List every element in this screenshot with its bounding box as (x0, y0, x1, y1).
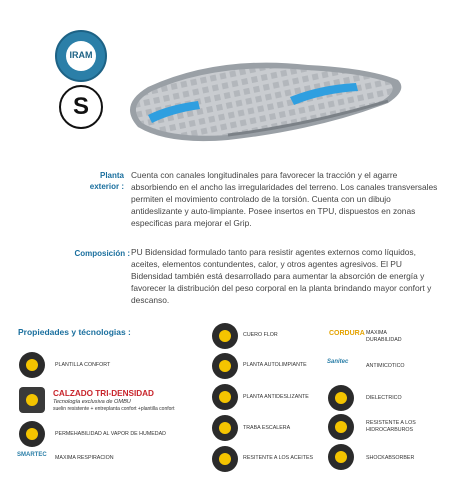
hydrocarbon-icon (328, 414, 354, 440)
shock-icon (328, 444, 354, 470)
features-title: Propiedades y técnologias : (18, 327, 131, 337)
feature-text: PLANTA ANTIDESLIZANTE (243, 394, 309, 400)
self-clean-icon (212, 353, 238, 379)
feature-text: PLANTA AUTOLIMPIANTE (243, 362, 307, 368)
calzado-sub2: suelin resistente + entreplanta confort +plantilla confort (53, 406, 175, 412)
sanitec-icon: Sanitec (327, 359, 349, 365)
feature-text: ANTIMICOTICO (366, 363, 405, 369)
feature-text: PERMEHABILIDAD AL VAPOR DE HUMEDAD (55, 431, 166, 437)
composicion-label: Composición : (74, 249, 130, 258)
feature-text: DIELECTRICO (366, 395, 402, 401)
dielectric-icon (328, 385, 354, 411)
calzado-title: CALZADO TRI-DENSIDAD (53, 389, 154, 398)
insole-icon (19, 352, 45, 378)
composicion-text: PU Bidensidad formulado tanto para resistir agentes externos como líquidos, aceites, elementos contundentes, calor, y otros agentes agresivos. El PU Bidensidad también está desarrollado para aumentar la absorción de energía y favorecer la distribución del peso corporal en la planta brindando mayor confort y descanso. (131, 247, 432, 305)
feature-text: PLANTILLA CONFORT (55, 362, 111, 368)
calzado-sub1: Tecnología exclusiva de OMBU (53, 399, 131, 405)
ladder-icon (212, 415, 238, 441)
feature-text: CUERO FLOR (243, 332, 278, 338)
planta-text: Cuenta con canales longitudinales para favorecer la tracción y el agarre absorbiendo en el ancho las irregularidades del terreno. Los canales transversales permiten el movimiento controlado de la torsión. Cuenta con un dibujo antideslizante y auto-limpiante. Posee insertos en TPU, dispuestos en zonas especificas para mejorar el Grip. (131, 170, 438, 228)
s-mark: S (72, 93, 89, 120)
s-mark-badge-icon (59, 85, 103, 129)
feature-text: RESITENTE A LOS ACEITES (243, 455, 314, 461)
planta-label-line2: exterior : (89, 182, 124, 191)
vapor-icon (19, 421, 45, 447)
feature-text: SHOCKABSORBER (366, 455, 415, 461)
feature-text: MAXIMA DURABILIDAD (366, 330, 402, 343)
shoe-sole-image (108, 35, 408, 155)
feature-text: TRABA ESCALERA (243, 425, 291, 431)
feature-text: MAXIMA RESPIRACION (55, 455, 114, 461)
iram-badge-icon (55, 30, 107, 82)
cordura-icon: CORDURA (329, 330, 365, 337)
oil-icon (212, 446, 238, 472)
iram-mark: IRAM (69, 50, 93, 60)
planta-label (66, 170, 124, 192)
density-icon (19, 387, 45, 413)
anti-slip-icon (212, 384, 238, 410)
planta-label-line1: Planta (99, 171, 124, 180)
leather-icon (212, 323, 238, 349)
smartec-icon: SMARTEC (17, 452, 47, 458)
feature-text: RESISTENTE A LOS HIDROCARBUROS (366, 420, 416, 433)
